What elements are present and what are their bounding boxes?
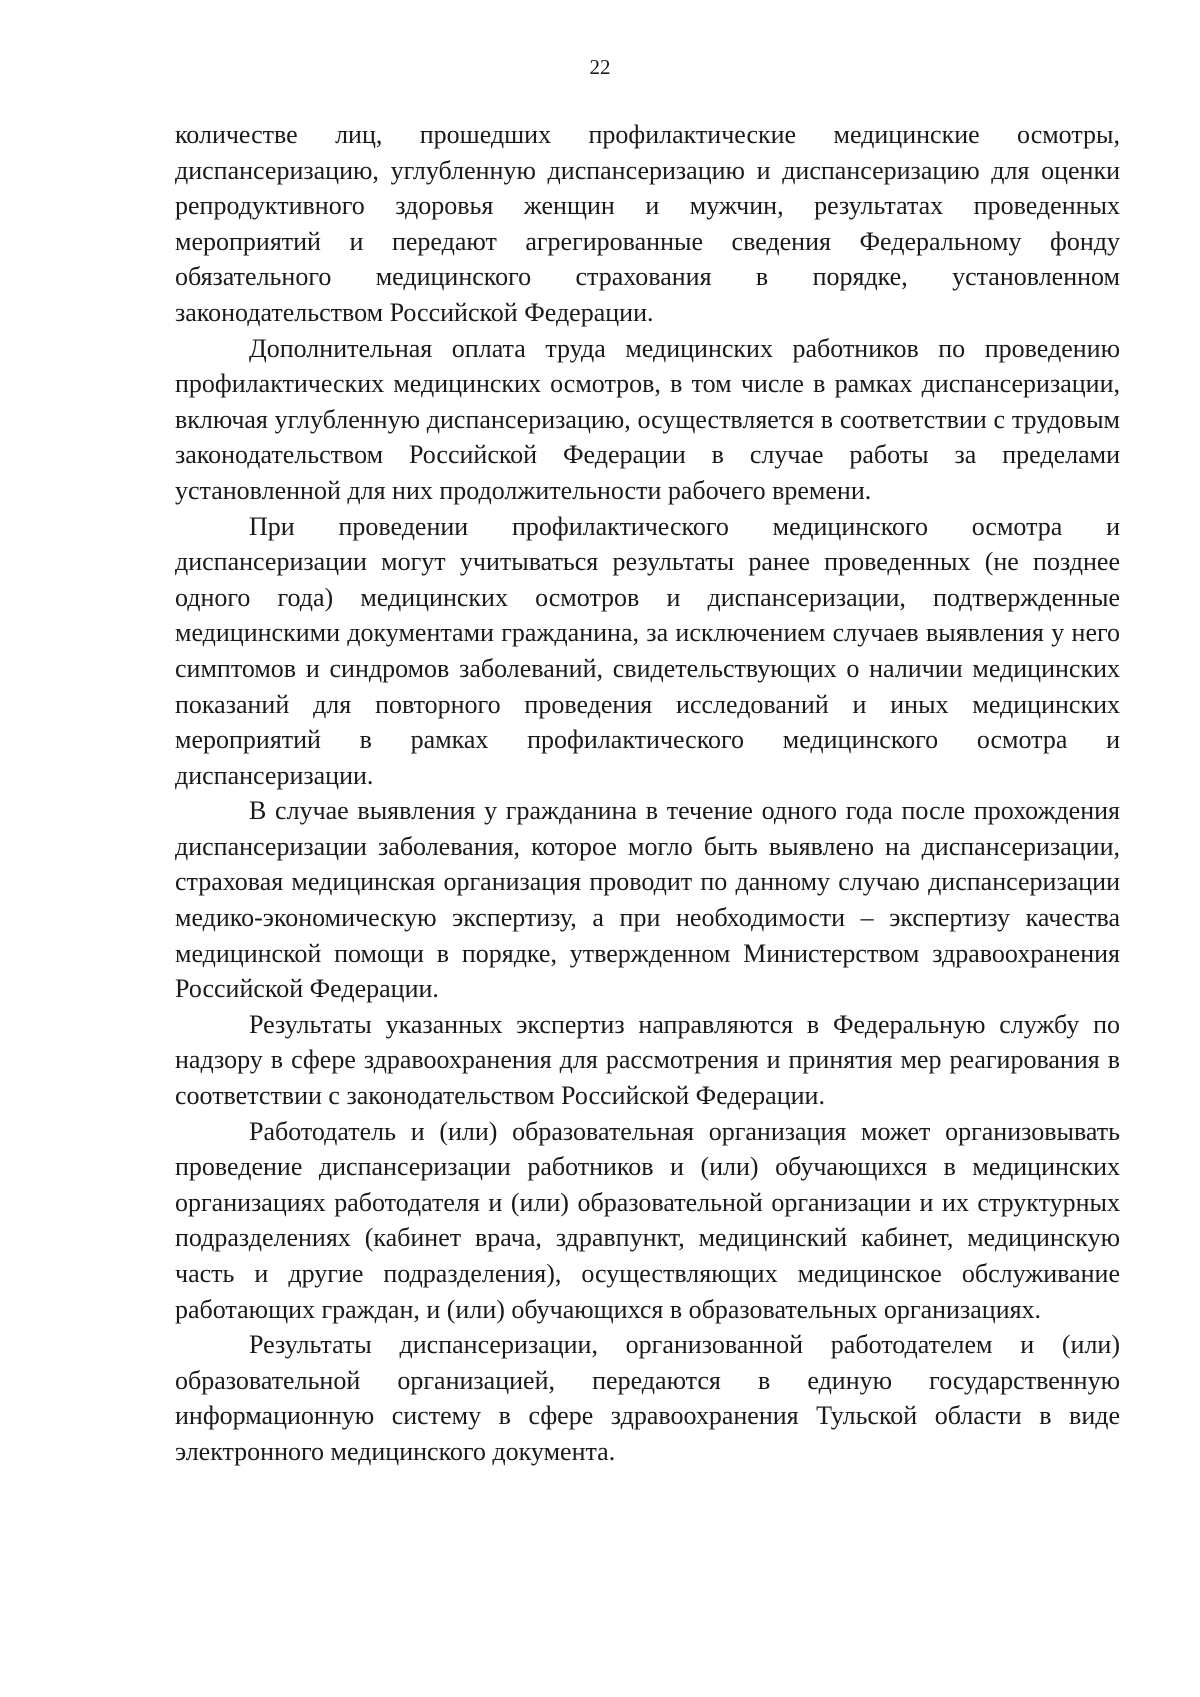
paragraph-additional-pay: Дополнительная оплата труда медицинских работников по проведению профилактических медицинских осмотров, в том числе в рамках диспансеризации, включая углубленную диспансеризацию, осуществляется в соответствии с трудовым законодательством Российской Федерации в случае работы за пределами установленной для них продолжительности рабочего времени.	[175, 333, 1120, 505]
paragraph-results-transfer: Результаты диспансеризации, организованной работодателем и (или) образовательной организацией, передаются в единую государственную информационную систему в сфере здравоохранения Тульской области в виде электронного медицинского документа.	[175, 1330, 1120, 1466]
paragraph-prior-results: При проведении профилактического медицинского осмотра и диспансеризации могут учитываться результаты ранее проведенных (не позднее одного года) медицинских осмотров и диспансеризации, подтвержденные медицинскими документами гражданина, за исключением случаев выявления у него симптомов и синдромов заболеваний, свидетельствующих о наличии медицинских показаний для повторного проведения исследований и иных медицинских мероприятий в рамках профилактического медицинского осмотра и диспансеризации.	[175, 511, 1120, 790]
paragraph-continuation: количестве лиц, прошедших профилактические медицинские осмотры, диспансеризацию, углубленную диспансеризацию и диспансеризацию для оценки репродуктивного здоровья женщин и мужчин, результатах проведенных мероприятий и передают агрегированные сведения Федеральному фонду обязательного медицинского страхования в порядке, установленном законодательством Российской Федерации.	[175, 120, 1120, 327]
document-body	[175, 117, 1120, 1470]
paragraph-employer-organization: Работодатель и (или) образовательная организация может организовывать проведение диспансеризации работников и (или) обучающихся в медицинских организациях работодателя и (или) образовательной организации и их структурных подразделениях (кабинет врача, здравпункт, медицинский кабинет, медицинскую часть и другие подразделения), осуществляющих медицинское обслуживание работающих граждан, и (или) обучающихся в образовательных организациях.	[175, 1116, 1120, 1324]
paragraph-expertise: В случае выявления у гражданина в течение одного года после прохождения диспансеризации заболевания, которое могло быть выявлено на диспансеризации, страховая медицинская организация проводит по данному случаю диспансеризации медико-экономическую экспертизу, а при необходимости – экспертизу качества медицинской помощи в порядке, утвержденном Министерством здравоохранения Российской Федерации.	[175, 796, 1120, 1004]
paragraph-expertise-results: Результаты указанных экспертиз направляются в Федеральную службу по надзору в сфере здравоохранения для рассмотрения и принятия мер реагирования в соответствии с законодательством Российской Федерации.	[175, 1009, 1120, 1111]
page-number: 22	[589, 55, 611, 79]
